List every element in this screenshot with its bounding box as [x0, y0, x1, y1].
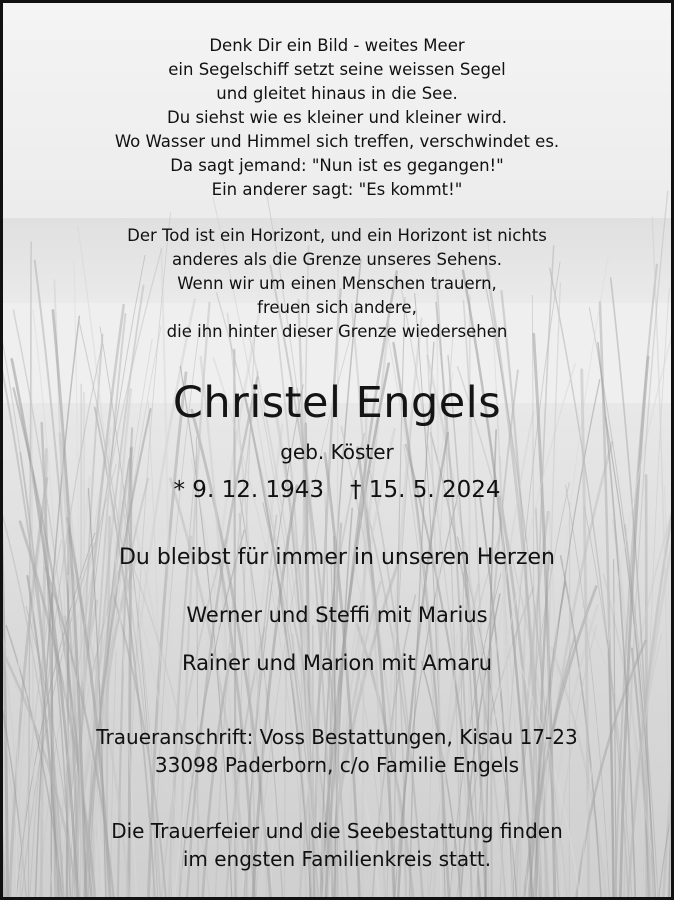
death-date: † 15. 5. 2024	[350, 477, 501, 503]
funeral-note-line: Die Trauerfeier und die Seebestattung finden	[111, 819, 563, 843]
poem-line: Da sagt jemand: "Nun ist es gegangen!"	[170, 156, 504, 175]
poem-line: Denk Dir ein Bild - weites Meer	[209, 36, 465, 55]
poem-line: freuen sich andere,	[257, 298, 417, 317]
poem-line: anderes als die Grenze unseres Sehens.	[171, 250, 503, 269]
poem-stanza-2	[3, 224, 671, 344]
poem-line: und gleitet hinaus in die See.	[216, 84, 458, 103]
mourning-address-line: 33098 Paderborn, c/o Familie Engels	[154, 753, 520, 777]
poem-line: Du siehst wie es kleiner und kleiner wird.	[167, 108, 507, 127]
poem-line: Ein anderer sagt: "Es kommt!"	[211, 180, 463, 199]
memorial-motto: Du bleibst für immer in unseren Herzen	[118, 545, 556, 570]
maiden-name: geb. Köster	[280, 440, 394, 464]
life-dates	[3, 475, 671, 505]
deceased-name: Christel Engels	[172, 378, 502, 428]
funeral-note-line: im engsten Familienkreis statt.	[182, 847, 492, 871]
notice-content	[3, 3, 671, 897]
poem-line: Wenn wir um einen Menschen trauern,	[177, 274, 497, 293]
birth-date: * 9. 12. 1943	[173, 477, 324, 503]
poem-line: die ihn hinter dieser Grenze wiedersehen	[166, 322, 508, 341]
poem-line: Der Tod ist ein Horizont, und ein Horizont ist nichts	[127, 226, 547, 245]
mourner-line: Rainer und Marion mit Amaru	[181, 651, 493, 675]
poem-line: ein Segelschiff setzt seine weissen Segel	[168, 60, 506, 79]
poem-line: Wo Wasser und Himmel sich treffen, verschwindet es.	[114, 132, 560, 151]
poem-stanza-1	[3, 34, 671, 202]
mourning-address-line: Traueranschrift: Voss Bestattungen, Kisau 17-23	[96, 725, 578, 749]
mourner-line: Werner und Steffi mit Marius	[186, 603, 488, 627]
